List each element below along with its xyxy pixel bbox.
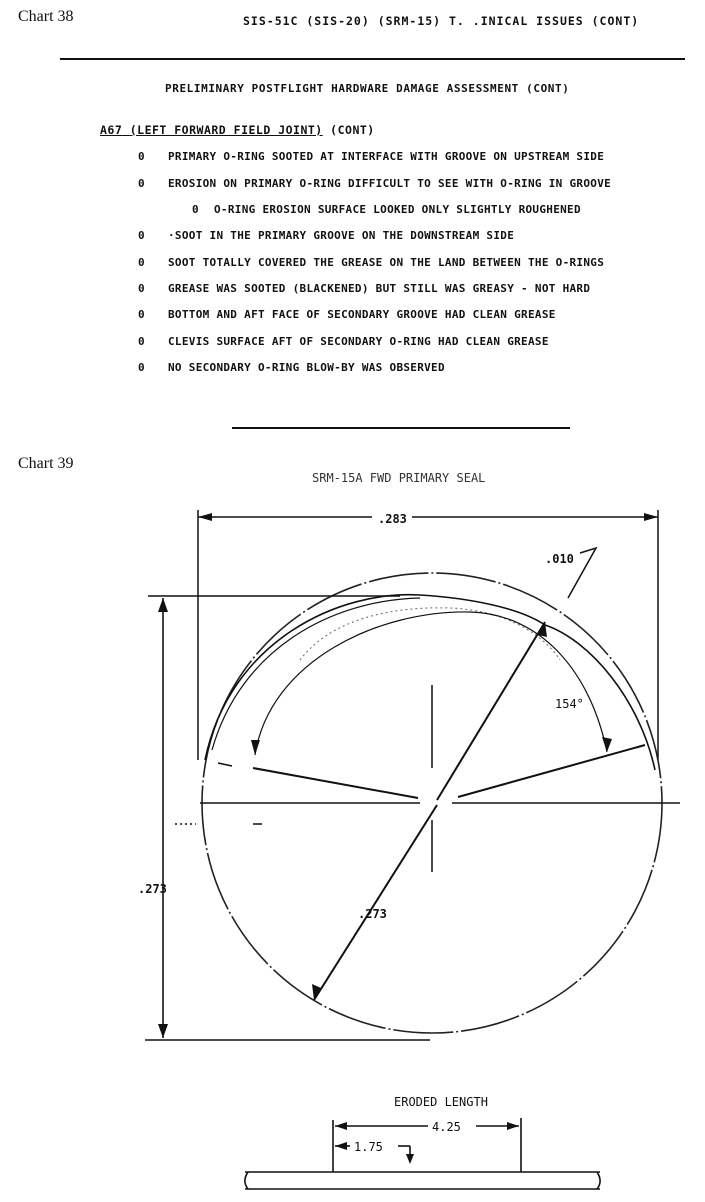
bullet-marker: 0: [138, 282, 145, 295]
eroded-length-value: 4.25: [432, 1120, 461, 1134]
height-dimension: .273: [138, 882, 167, 896]
diameter-dimension: .273: [358, 907, 387, 921]
bullet-text: PRIMARY O-RING SOOTED AT INTERFACE WITH GROOVE ON UPSTREAM SIDE: [168, 150, 605, 163]
chart-38-header: SIS-51C (SIS-20) (SRM-15) T. .INICAL ISSUES (CONT): [243, 14, 640, 28]
section-title: (LEFT FORWARD FIELD JOINT): [129, 123, 323, 137]
bullet-marker: 0: [138, 308, 145, 321]
eroded-length-title: ERODED LENGTH: [394, 1095, 488, 1109]
bullet-marker: 0: [138, 335, 145, 348]
erosion-depth-dimension: .010: [545, 552, 574, 566]
angle-label: 154°: [555, 697, 584, 711]
bullet-text: SOOT TOTALLY COVERED THE GREASE ON THE LAND BETWEEN THE O-RINGS: [168, 256, 605, 269]
section-prefix: A67: [100, 123, 123, 137]
bullet-text: NO SECONDARY O-RING BLOW-BY WAS OBSERVED: [168, 361, 445, 374]
bullet-marker: 0: [138, 177, 145, 190]
chart-39-label: Chart 39: [18, 455, 74, 472]
bullet-marker: 0: [138, 229, 145, 242]
bullet-text: CLEVIS SURFACE AFT OF SECONDARY O-RING HAD CLEAN GREASE: [168, 335, 549, 348]
bullet-text: O-RING EROSION SURFACE LOOKED ONLY SLIGHTLY ROUGHENED: [214, 203, 581, 216]
width-dimension: .283: [378, 512, 407, 526]
bullet-text: GREASE WAS SOOTED (BLACKENED) BUT STILL WAS GREASY - NOT HARD: [168, 282, 591, 295]
bullet-text: ·SOOT IN THE PRIMARY GROOVE ON THE DOWNSTREAM SIDE: [168, 229, 515, 242]
section-suffix: (CONT): [330, 123, 375, 137]
bullet-marker: 0: [138, 150, 145, 163]
bullet-text: BOTTOM AND AFT FACE OF SECONDARY GROOVE HAD CLEAN GREASE: [168, 308, 556, 321]
chart-38-label: Chart 38: [18, 8, 74, 25]
eroded-offset-value: 1.75: [354, 1140, 383, 1154]
bullet-marker: 0: [138, 256, 145, 269]
assessment-subtitle: PRELIMINARY POSTFLIGHT HARDWARE DAMAGE ASSESSMENT (CONT): [165, 82, 570, 95]
bullet-marker: 0: [138, 361, 145, 374]
seal-title: SRM-15A FWD PRIMARY SEAL: [312, 471, 486, 485]
bullet-text: EROSION ON PRIMARY O-RING DIFFICULT TO SEE WITH O-RING IN GROOVE: [168, 177, 612, 190]
bullet-marker: 0: [192, 203, 199, 216]
